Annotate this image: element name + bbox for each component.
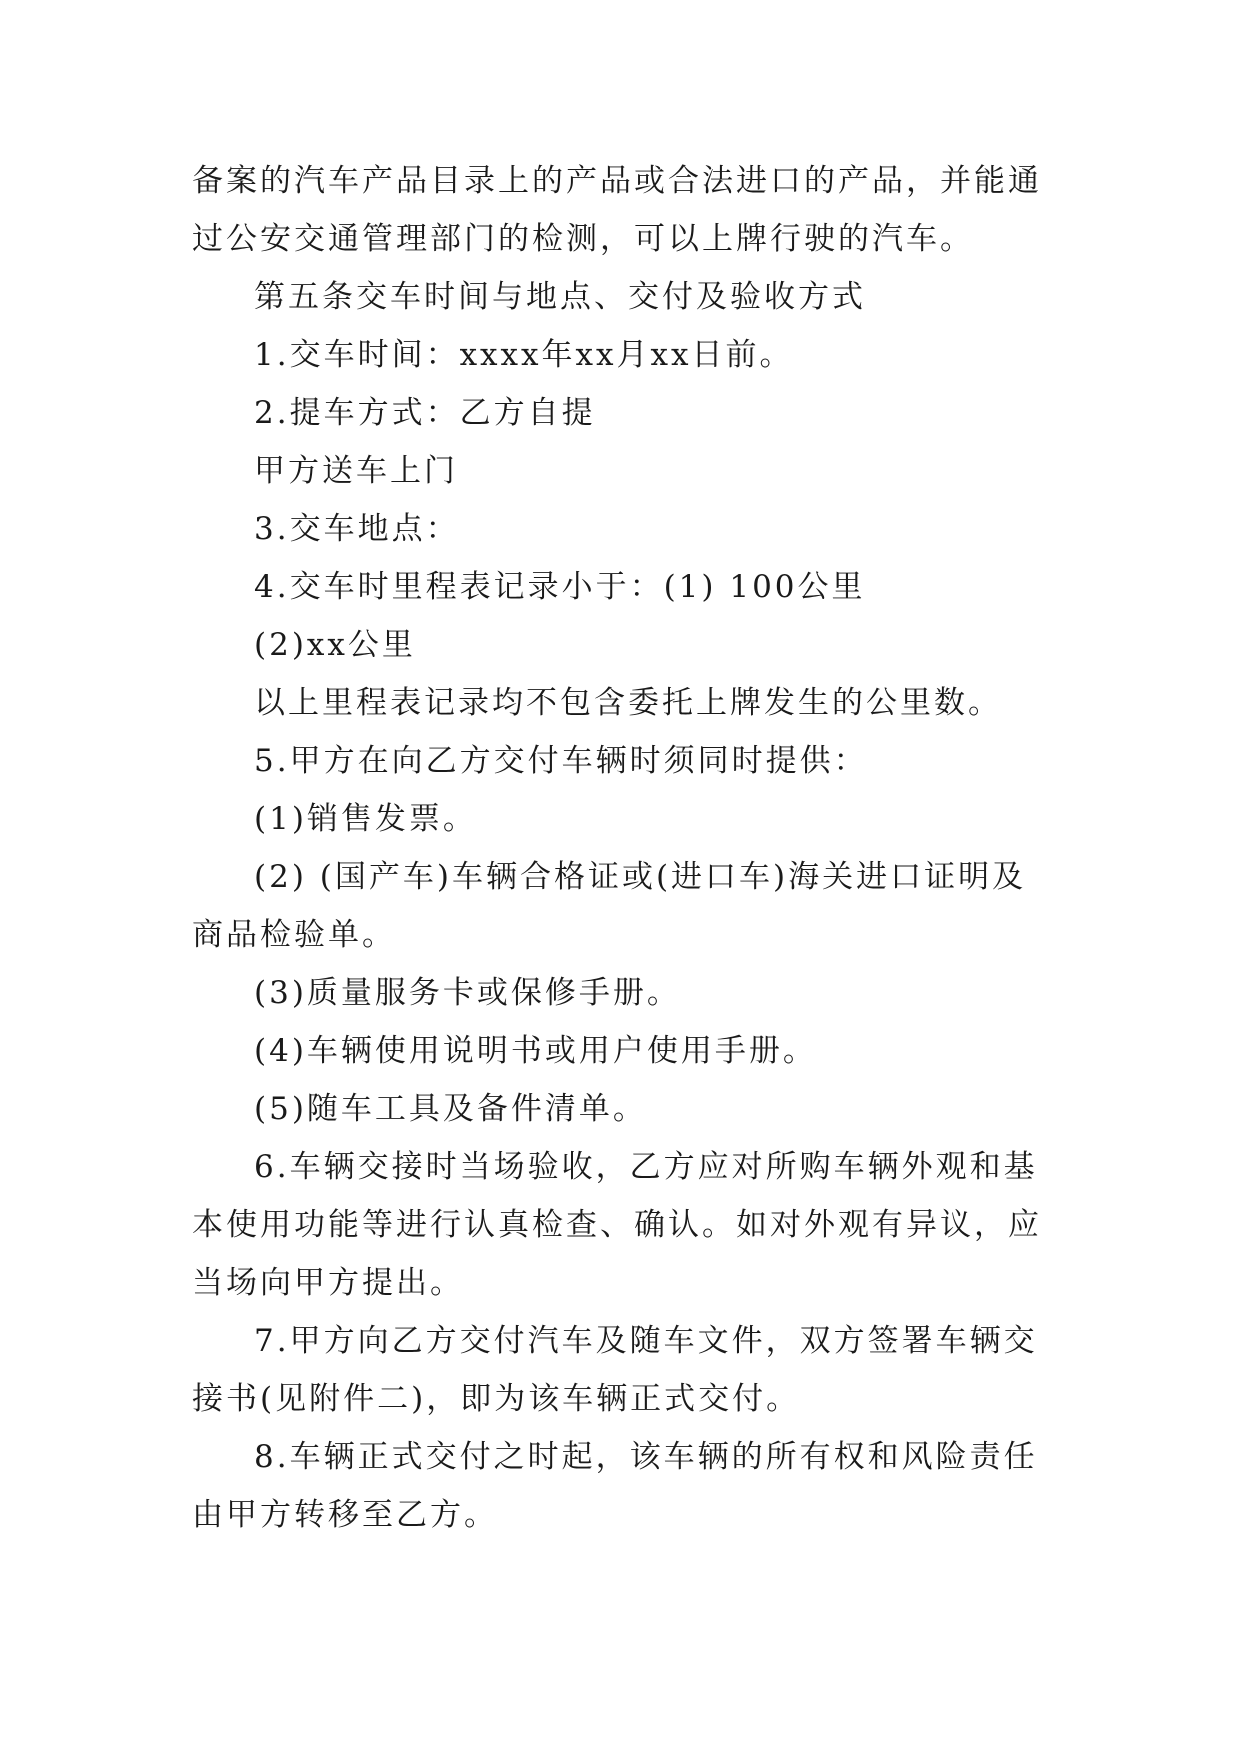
paragraph-odometer-limit: 4.交车时里程表记录小于：(1) 100公里 bbox=[254, 569, 866, 605]
paragraph-inspection: 6.车辆交接时当场验收，乙方应对所购车辆外观和基本使用功能等进行认真检查、确认。如对外观有异议，应当场向甲方提出。 bbox=[192, 1149, 1042, 1301]
paragraph-delivery-time: 1.交车时间：xxxx年xx月xx日前。 bbox=[254, 337, 794, 373]
paragraph-ownership-transfer: 8.车辆正式交付之时起，该车辆的所有权和风险责任由甲方转移至乙方。 bbox=[192, 1439, 1038, 1533]
list-item-certificate: (2) (国产车)车辆合格证或(进口车)海关进口证明及商品检验单。 bbox=[192, 859, 1027, 953]
list-item-manual: (4)车辆使用说明书或用户使用手册。 bbox=[254, 1033, 817, 1069]
paragraph-documents-provided: 5.甲方在向乙方交付车辆时须同时提供： bbox=[254, 743, 868, 779]
paragraph-handover: 7.甲方向乙方交付汽车及随车文件，双方签署车辆交接书(见附件二)，即为该车辆正式交付。 bbox=[192, 1323, 1038, 1417]
list-item-tools: (5)随车工具及备件清单。 bbox=[254, 1091, 647, 1127]
list-item-warranty: (3)质量服务卡或保修手册。 bbox=[254, 975, 681, 1011]
paragraph-delivery-to-door: 甲方送车上门 bbox=[254, 453, 458, 489]
paragraph-odometer-note: 以上里程表记录均不包含委托上牌发生的公里数。 bbox=[254, 685, 1002, 721]
paragraph-continuation: 备案的汽车产品目录上的产品或合法进口的产品，并能通过公安交通管理部门的检测，可以上牌行驶的汽车。 bbox=[192, 163, 1042, 257]
paragraph-odometer-option-2: (2)xx公里 bbox=[254, 627, 416, 663]
document-body bbox=[192, 152, 1052, 1544]
paragraph-delivery-location: 3.交车地点： bbox=[254, 511, 460, 547]
article-5-heading: 第五条交车时间与地点、交付及验收方式 bbox=[254, 279, 866, 315]
paragraph-pickup-method: 2.提车方式：乙方自提 bbox=[254, 395, 596, 431]
list-item-invoice: (1)销售发票。 bbox=[254, 801, 477, 837]
